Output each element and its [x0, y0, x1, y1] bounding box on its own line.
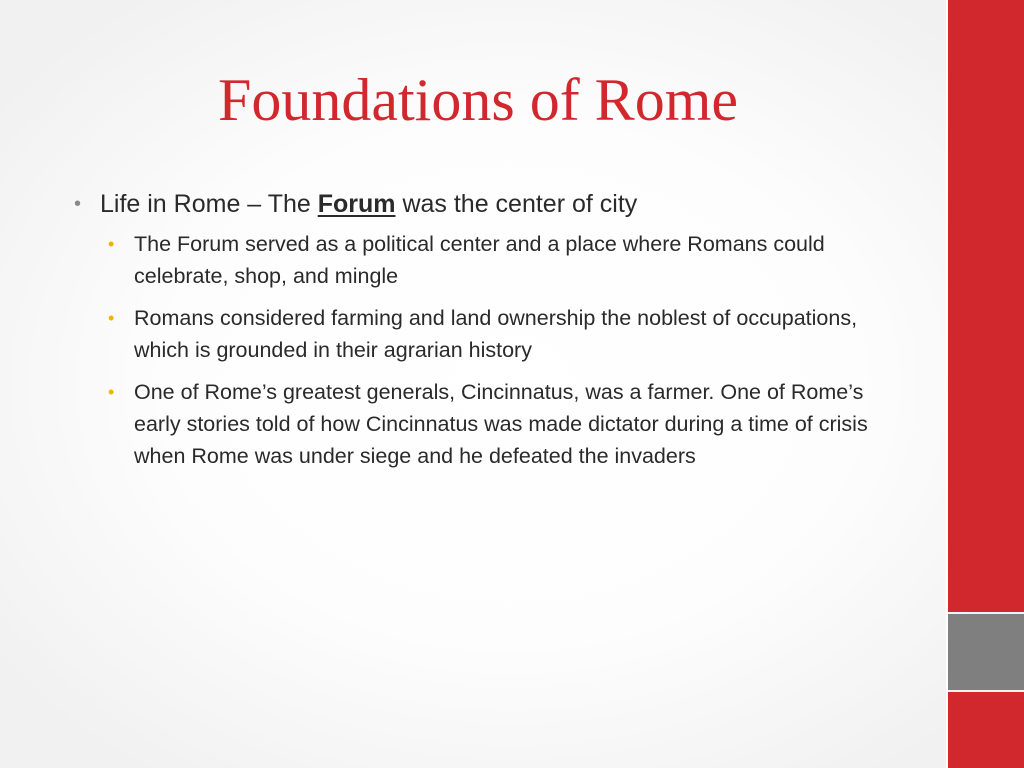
sub-bullet-forum [108, 228, 912, 292]
main-bullet-marker: • [74, 193, 82, 215]
sub-bullet-marker: • [108, 382, 115, 402]
main-bullet-prefix: Life in Rome – The [100, 190, 318, 218]
sub-bullet-marker: • [108, 234, 115, 254]
main-bullet-suffix: was the center of city [395, 190, 638, 218]
side-bar-red-top [948, 0, 1024, 612]
main-bullet [72, 184, 912, 224]
sub-bullet-list [72, 228, 912, 472]
decorative-side-bar [946, 0, 1024, 768]
sub-bullet-farming [108, 302, 912, 366]
sub-bullet-cincinnatus [108, 376, 912, 472]
sub-bullet-text: Romans considered farming and land ownership the noblest of occupations, which is grounded in their agrarian history [134, 306, 858, 362]
slide-title: Foundations of Rome [218, 67, 738, 133]
slide-content [72, 184, 912, 482]
sub-bullet-text: One of Rome’s greatest generals, Cincinnatus, was a farmer. One of Rome’s early stories told of how Cincinnatus was made dictator during a time of crisis when Rome was under siege and he defeated the invaders [134, 380, 868, 468]
side-bar-gray [948, 614, 1024, 690]
sub-bullet-marker: • [108, 308, 115, 328]
side-bar-red-bottom [948, 692, 1024, 768]
forum-term: Forum [317, 190, 396, 218]
sub-bullet-text: The Forum served as a political center and a place where Romans could celebrate, shop, and mingle [134, 232, 825, 288]
